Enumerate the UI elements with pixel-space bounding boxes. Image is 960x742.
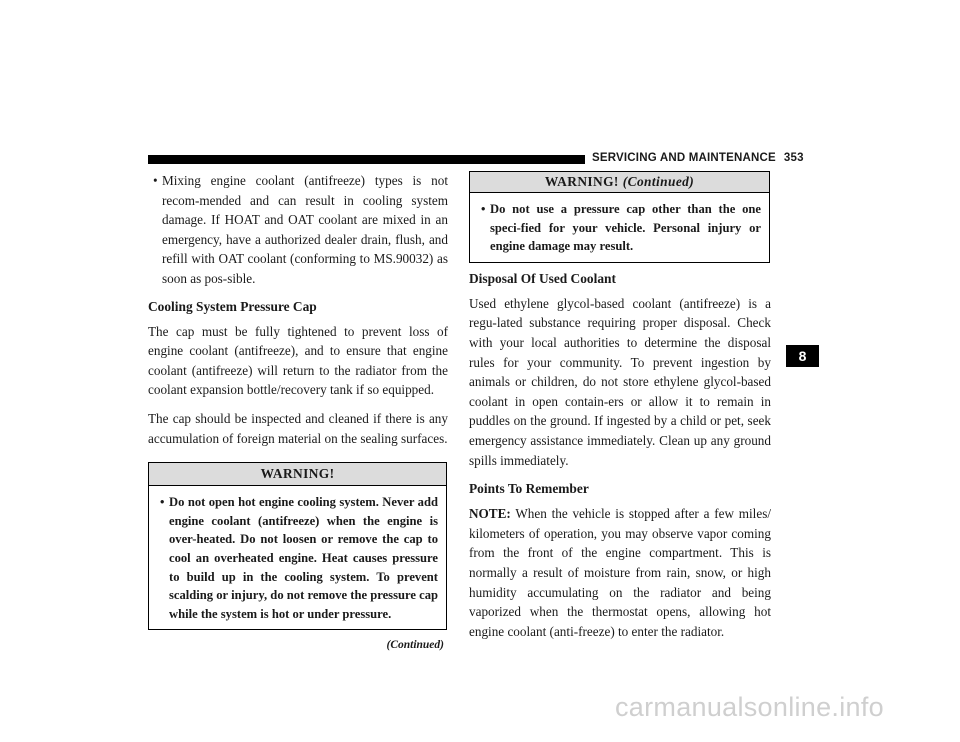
bullet-icon: • <box>153 173 158 188</box>
section-heading: Cooling System Pressure Cap <box>148 298 317 314</box>
warning-title-suffix: (Continued) <box>622 174 695 189</box>
paragraph: Used ethylene glycol-based coolant (antifreeze) is a regu-lated substance requiring proper disposal. Check with your local authorities to determine the disposal rules for your community. To prevent ingestion by animals or children, do not store ethylene glycol-based coolant in open contain-ers or allow it to remain in puddles on the ground. If ingested by a child or pet, seek emergency assistance immediately. Clean up any ground spills immediately. <box>469 295 771 468</box>
paragraph: The cap must be fully tightened to prevent loss of engine coolant (antifreeze), and to ensure that engine coolant (antifreeze) will return to the radiator from the coolant expansion bottle/recovery tank if so equipped. <box>148 323 448 398</box>
warning-text: Do not use a pressure cap other than the one speci-fied for your vehicle. Personal injury or engine damage may result. <box>490 202 761 254</box>
note-paragraph <box>469 504 771 641</box>
right-column <box>469 171 771 650</box>
page-number: 353 <box>783 152 804 164</box>
list-item-text: Mixing engine coolant (antifreeze) types is not recom-mended and can result in cooling system damage. If HOAT and OAT coolant are mixed in an emergency, have a authorized dealer drain, flush, and refill with OAT coolant (conforming to MS.90032) as soon as pos-sible. <box>162 173 448 286</box>
bullet-icon: • <box>160 495 165 510</box>
left-column <box>148 171 448 656</box>
section-heading: Points To Remember <box>469 481 589 497</box>
warning-body <box>149 486 446 629</box>
continued-label: (Continued) <box>386 639 444 652</box>
note-label: NOTE: <box>469 506 511 522</box>
warning-title <box>470 172 769 193</box>
note-text: When the vehicle is stopped after a few miles/ kilometers of operation, you may observe vapor coming from the front of the engine compartment. This is normally a result of moisture from rain, snow, or high humidity accumulating on the radiator and being vaporized when the thermostat opens, allowing hot engine coolant (anti-freeze) to enter the radiator. <box>469 506 771 639</box>
header-rule <box>148 155 585 164</box>
warning-text: Do not open hot engine cooling system. Never add engine coolant (antifreeze) when the engine is over-heated. Do not loosen or remove the cap to cool an overheated engine. Heat causes pressure to build up in the cooling system. To prevent scalding or injury, do not remove the pressure cap while the system is hot or under pressure. <box>169 495 438 621</box>
bullet-icon: • <box>481 202 486 216</box>
list-item <box>476 200 761 256</box>
section-title: SERVICING AND MAINTENANCE <box>592 152 776 164</box>
warning-box-continued <box>469 171 770 263</box>
warning-title: WARNING! <box>149 463 446 486</box>
warning-title-text: WARNING! <box>544 174 619 189</box>
chapter-tab: 8 <box>786 345 819 367</box>
list-item <box>148 171 448 289</box>
list-item <box>155 493 438 623</box>
watermark: carmanualsonline.info <box>615 692 884 722</box>
warning-body <box>470 193 769 262</box>
running-header <box>592 152 804 164</box>
section-heading: Disposal Of Used Coolant <box>469 270 616 286</box>
paragraph: The cap should be inspected and cleaned if there is any accumulation of foreign material on the sealing surfaces. <box>148 410 448 446</box>
warning-box <box>148 462 447 630</box>
